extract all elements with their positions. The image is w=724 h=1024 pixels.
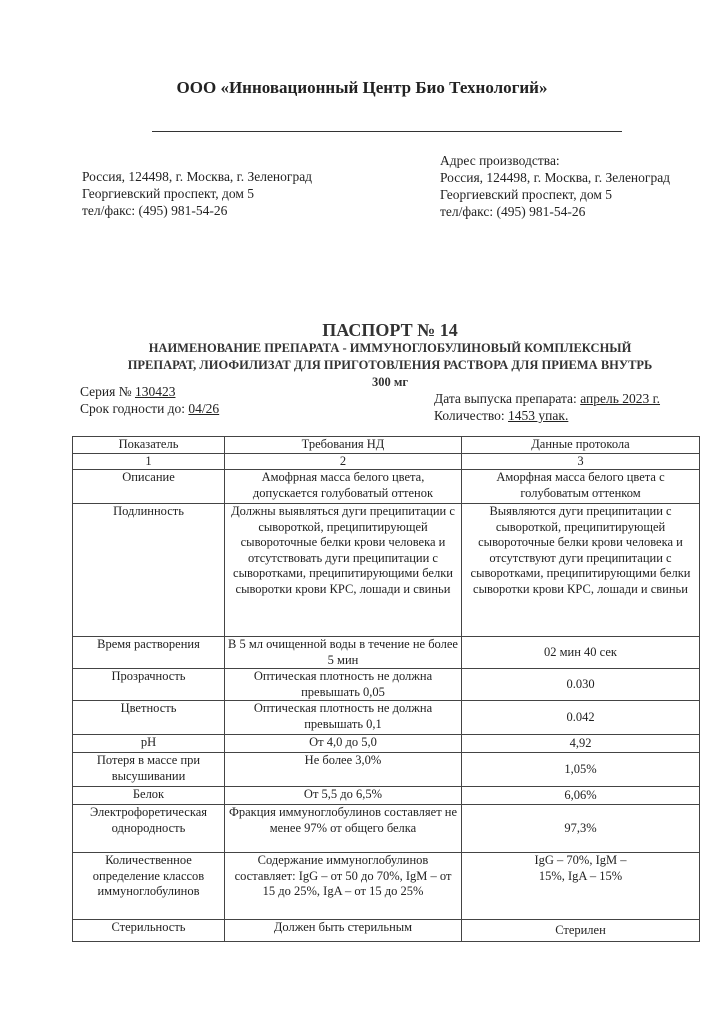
table-row: [73, 853, 700, 920]
requirement-cell: Оптическая плотность не должна превышать 0,05: [225, 669, 462, 701]
column-number: 1: [73, 453, 225, 470]
requirement-cell: Фракция иммуноглобулинов составляет не менее 97% от общего белка: [225, 805, 462, 853]
table-row: [73, 920, 700, 942]
result-cell: 4,92: [462, 735, 700, 753]
parameter-cell: pH: [73, 735, 225, 753]
table-row: [73, 637, 700, 669]
expiry-label: Срок годности до:: [80, 401, 189, 416]
table-row: [73, 735, 700, 753]
address-line: тел/факс: (495) 981-54-26: [440, 204, 586, 219]
subtitle-line: 300 мг: [371, 375, 409, 389]
parameter-cell: Подлинность: [73, 504, 225, 637]
column-number-row: [73, 453, 700, 470]
address-left: [82, 168, 312, 219]
parameter-cell: Белок: [73, 787, 225, 805]
result-cell: 0.030: [462, 669, 700, 701]
divider: [152, 131, 622, 132]
table-row: [73, 787, 700, 805]
parameter-cell: Потеря в массе при высушивании: [73, 753, 225, 787]
requirement-cell: От 4,0 до 5,0: [225, 735, 462, 753]
requirement-cell: Оптическая плотность не должна превышать 0,1: [225, 701, 462, 735]
address-right: [440, 152, 670, 220]
address-line: тел/факс: (495) 981-54-26: [82, 203, 228, 218]
column-number: 2: [225, 453, 462, 470]
parameter-cell: Количественное определение классов иммуноглобулинов: [73, 853, 225, 920]
header-cell: Данные протокола: [462, 437, 700, 454]
table-row: [73, 470, 700, 504]
table-row: [73, 504, 700, 637]
release-info: [434, 390, 660, 424]
series-value: 130423: [134, 384, 176, 399]
subtitle-line: НАИМЕНОВАНИЕ ПРЕПАРАТА - ИММУНОГЛОБУЛИНОВЫЙ КОМПЛЕКСНЫЙ: [148, 341, 632, 355]
subtitle-line: ПРЕПАРАТ, ЛИОФИЛИЗАТ ДЛЯ ПРИГОТОВЛЕНИЯ РАСТВОРА ДЛЯ ПРИЕМА ВНУТРЬ: [127, 358, 653, 372]
table-row: [73, 805, 700, 853]
requirement-cell: Должны выявляться дуги преципитации с сывороткой, преципитирующей сывороточные белки крови человека и отсутствовать дуги преципитации с сыворотками, преципитирующими белки сыворотки крови КРС, лошади и свиньи: [225, 504, 462, 637]
parameter-cell: Стерильность: [73, 920, 225, 942]
requirement-cell: Амофрная масса белого цвета, допускается голубоватый оттенок: [225, 470, 462, 504]
release-label: Дата выпуска препарата:: [434, 391, 581, 406]
parameter-cell: Описание: [73, 470, 225, 504]
address-line: Георгиевский проспект, дом 5: [82, 186, 255, 201]
series-info: [80, 383, 219, 417]
result-cell: 97,3%: [462, 805, 700, 853]
header-cell: Требования НД: [225, 437, 462, 454]
expiry-value: 04/26: [188, 401, 220, 416]
result-cell: 6,06%: [462, 787, 700, 805]
address-line: Георгиевский проспект, дом 5: [440, 187, 613, 202]
table-header-row: [73, 437, 700, 454]
address-line: Россия, 124498, г. Москва, г. Зеленоград: [440, 170, 671, 185]
requirement-cell: Содержание иммуноглобулинов составляет: IgG – от 50 до 70%, IgM – от 15 до 25%, IgA – от 15 до 25%: [225, 853, 462, 920]
quantity-value: 1453 упак.: [508, 408, 569, 423]
result-cell: Аморфная масса белого цвета с голубоватым оттенком: [462, 470, 700, 504]
header-cell: Показатель: [73, 437, 225, 454]
parameter-cell: Цветность: [73, 701, 225, 735]
requirement-cell: От 5,5 до 6,5%: [225, 787, 462, 805]
table-row: [73, 701, 700, 735]
quality-table: [72, 436, 700, 942]
quantity-label: Количество:: [434, 408, 509, 423]
release-value: апрель 2023 г.: [580, 391, 661, 406]
passport-title: ПАСПОРТ № 14: [322, 320, 458, 340]
table-row: [73, 669, 700, 701]
table-row: [73, 753, 700, 787]
result-cell: 1,05%: [462, 753, 700, 787]
parameter-cell: Прозрачность: [73, 669, 225, 701]
company-name: ООО «Инновационный Центр Био Технологий»: [176, 78, 548, 97]
requirement-cell: В 5 мл очищенной воды в течение не более 5 мин: [225, 637, 462, 669]
result-cell: 02 мин 40 сек: [462, 637, 700, 669]
result-cell: IgG – 70%, IgM – 15%, IgA – 15%: [462, 853, 700, 920]
address-line: Россия, 124498, г. Москва, г. Зеленоград: [82, 169, 313, 184]
parameter-cell: Электрофоретическая однородность: [73, 805, 225, 853]
parameter-cell: Время растворения: [73, 637, 225, 669]
result-cell: Стерилен: [462, 920, 700, 942]
address-line: Адрес производства:: [440, 153, 560, 168]
requirement-cell: Должен быть стерильным: [225, 920, 462, 942]
result-cell: Выявляются дуги преципитации с сывороткой, преципитирующей сывороточные белки крови человека и отсутствуют дуги преципитации с сыворотками, преципитирующими белки сыворотки крови КРС, лошади и свиньи: [462, 504, 700, 637]
column-number: 3: [462, 453, 700, 470]
requirement-cell: Не более 3,0%: [225, 753, 462, 787]
series-label: Серия №: [80, 384, 135, 399]
result-cell: 0.042: [462, 701, 700, 735]
